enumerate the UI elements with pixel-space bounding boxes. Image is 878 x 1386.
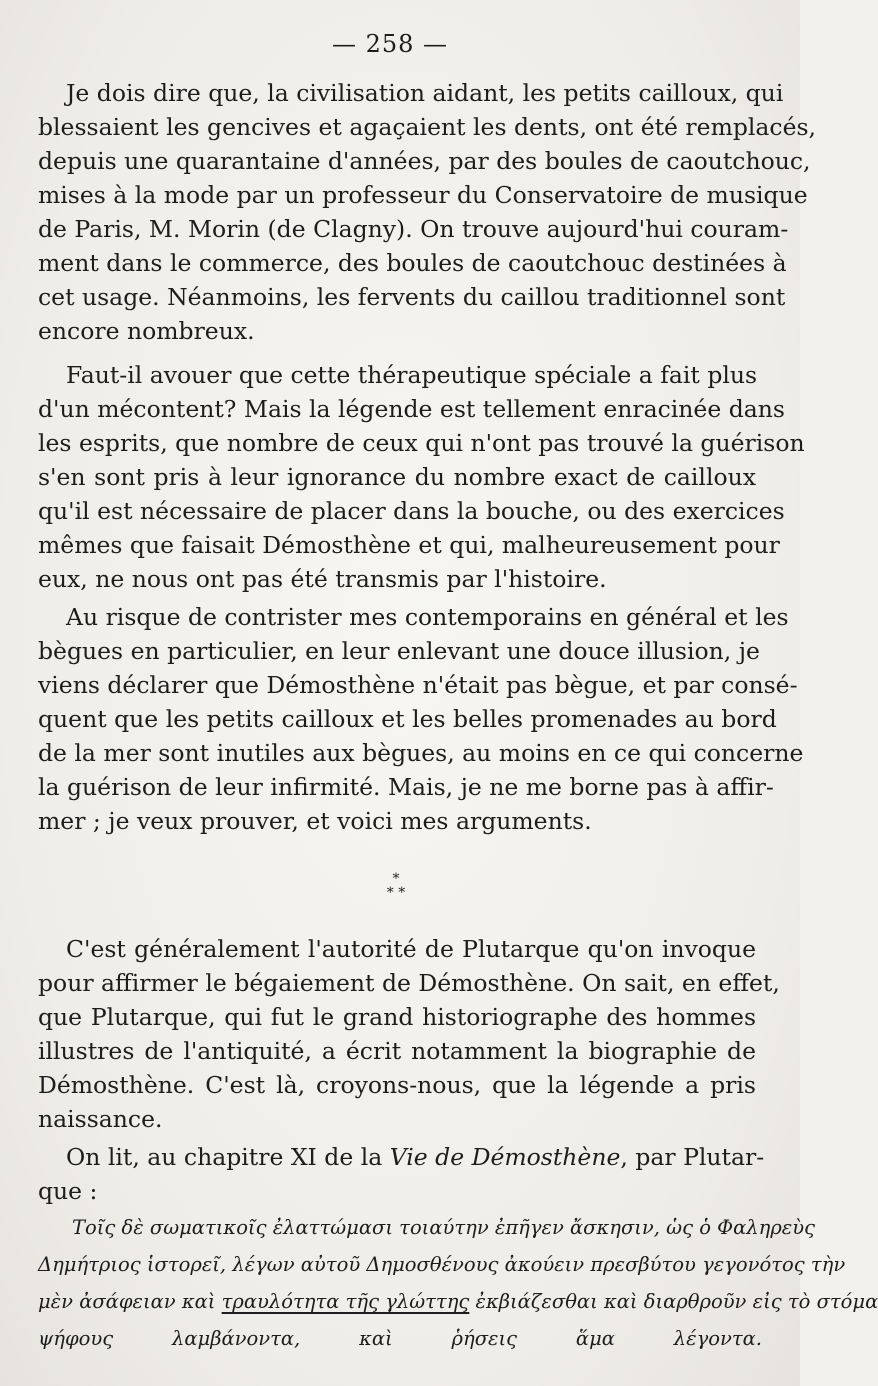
- greek-line: Τοῖς δὲ σωματικοῖς ἐλαττώμασι τοιαύτην ἐπῆγεν ἄσκησιν, ὡς ὁ Φαληρεὺς: [72, 1216, 816, 1239]
- text-line: d'un mécontent? Mais la légende est tellement enracinée dans: [38, 395, 785, 423]
- text-run: , par Plutar-: [620, 1143, 765, 1171]
- underlined-phrase: τραυλότητα τῆς γλώττης: [221, 1290, 470, 1313]
- text-line: de la mer sont inutiles aux bègues, au moins en ce qui concerne: [38, 739, 804, 767]
- text-line: la guérison de leur infirmité. Mais, je ne me borne pas à affir-: [38, 773, 774, 801]
- text-line: mises à la mode par un professeur du Conservatoire de musique: [38, 181, 808, 209]
- greek-line: [38, 1287, 878, 1317]
- greek-run: μὲν ἀσάφειαν καὶ: [38, 1290, 222, 1313]
- text-line: que :: [38, 1177, 98, 1205]
- asterism-top: *: [392, 871, 400, 887]
- text-line: Au risque de contrister mes contemporains en général et les: [66, 603, 789, 631]
- text-line: eux, ne nous ont pas été transmis par l'histoire.: [38, 565, 607, 593]
- text-line: depuis une quarantaine d'années, par des boules de caoutchouc,: [38, 147, 811, 175]
- text-line: s'en sont pris à leur ignorance du nombre exact de cailloux: [38, 463, 756, 491]
- greek-line: ψήφους λαμβάνοντα, καὶ ῥήσεις ἅμα λέγοντα.: [38, 1327, 762, 1350]
- text-line: C'est généralement l'autorité de Plutarque qu'on invoque: [66, 935, 756, 963]
- text-line: que Plutarque, qui fut le grand historiographe des hommes: [38, 1003, 756, 1031]
- text-line: encore nombreux.: [38, 317, 255, 345]
- text-line: Faut-il avouer que cette thérapeutique spéciale a fait plus: [66, 361, 758, 389]
- page-number: — 258 —: [331, 30, 449, 58]
- text-line: bègues en particulier, en leur enlevant une douce illusion, je: [38, 637, 760, 665]
- greek-line: Δημήτριος ἱστορεῖ, λέγων αὐτοῦ Δημοσθένους ἀκούειν πρεσβύτου γεγονότος τὴν: [38, 1253, 846, 1276]
- text-line: illustres de l'antiquité, a écrit notamment la biographie de: [38, 1037, 756, 1065]
- text-line: Démosthène. C'est là, croyons-nous, que la légende a pris: [38, 1071, 756, 1099]
- text-line: les esprits, que nombre de ceux qui n'ont pas trouvé la guérison: [38, 429, 805, 457]
- text-line: [66, 1141, 765, 1174]
- text-line: mêmes que faisait Démosthène et qui, malheureusement pour: [38, 531, 780, 559]
- text-line: viens déclarer que Démosthène n'était pas bègue, et par consé-: [38, 671, 798, 699]
- text-line: ment dans le commerce, des boules de caoutchouc destinées à: [38, 249, 787, 277]
- work-title: Vie de Démosthène: [389, 1143, 621, 1171]
- text-line: mer ; je veux prouver, et voici mes arguments.: [38, 807, 592, 835]
- text-line: blessaient les gencives et agaçaient les dents, ont été remplacés,: [38, 113, 817, 141]
- text-line: cet usage. Néanmoins, les fervents du caillou traditionnel sont: [38, 283, 786, 311]
- text-run: On lit, au chapitre XI de la: [66, 1143, 390, 1171]
- section-break-asterism: [376, 872, 416, 900]
- text-line: quent que les petits cailloux et les belles promenades au bord: [38, 705, 777, 733]
- greek-run: ἐκβιάζεσθαι καὶ διαρθροῦν εἰς τὸ στόμα: [469, 1290, 878, 1313]
- text-line: de Paris, M. Morin (de Clagny). On trouve aujourd'hui couram-: [38, 215, 789, 243]
- text-line: Je dois dire que, la civilisation aidant, les petits cailloux, qui: [66, 79, 784, 107]
- text-line: pour affirmer le bégaiement de Démosthène. On sait, en effet,: [38, 969, 780, 997]
- text-line: naissance.: [38, 1105, 163, 1133]
- text-line: qu'il est nécessaire de placer dans la bouche, ou des exercices: [38, 497, 785, 525]
- asterism-bottom: * *: [386, 885, 406, 901]
